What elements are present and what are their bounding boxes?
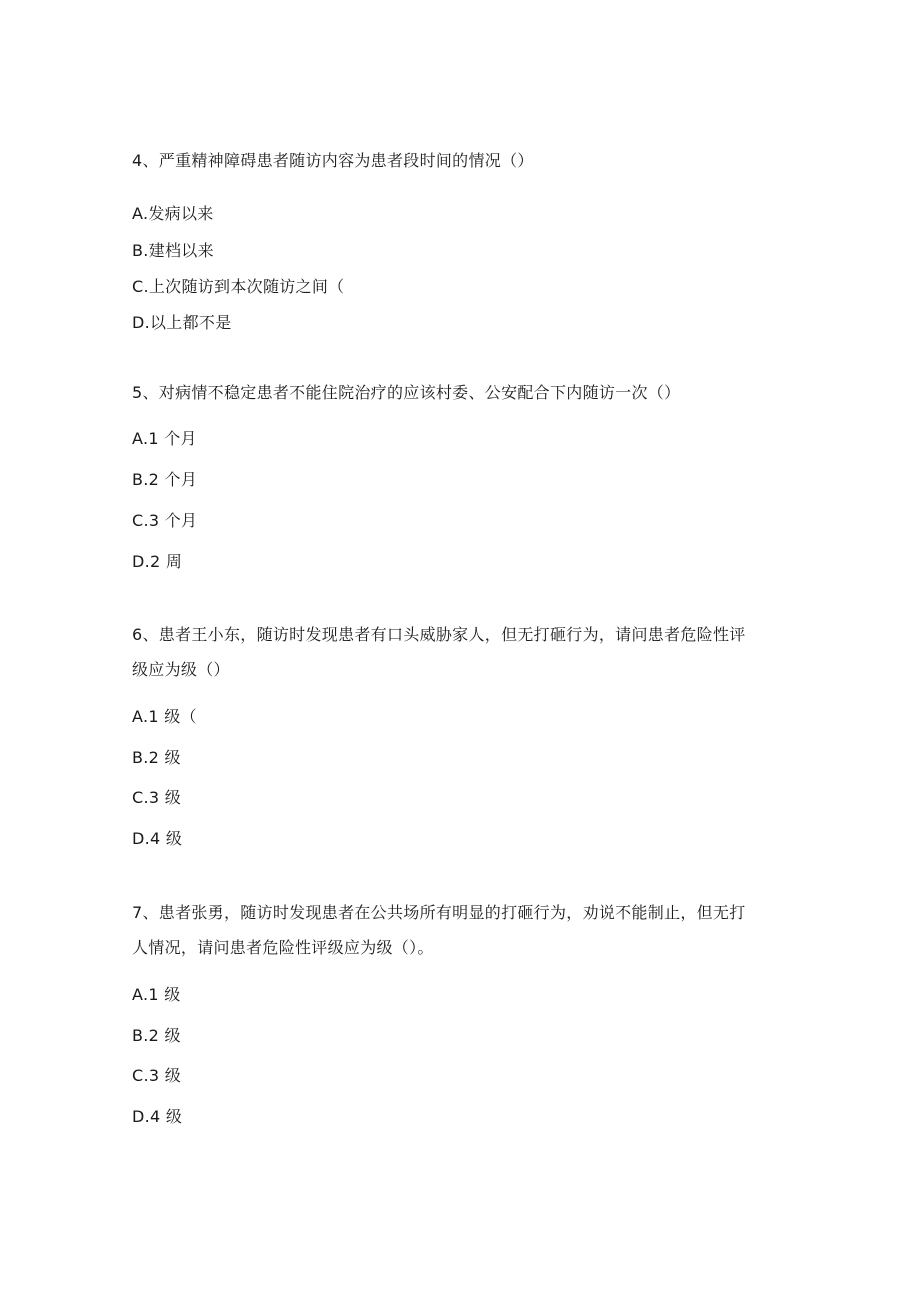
question-7-option-c: C.3 级 <box>132 1066 182 1085</box>
question-7-option-d: D.4 级 <box>132 1107 183 1126</box>
question-4-option-a: A.发病以来 <box>132 204 214 223</box>
question-4-option-c: C.上次随访到本次随访之间（ <box>132 277 345 296</box>
question-6-option-a: A.1 级（ <box>132 707 197 726</box>
question-5-option-d: D.2 周 <box>132 552 183 571</box>
question-6-option-b: B.2 级 <box>132 748 181 767</box>
question-7-option-b: B.2 级 <box>132 1026 181 1045</box>
question-4-stem: 4、严重精神障碍患者随访内容为患者段时间的情况（） <box>132 151 534 170</box>
question-6-stem-line-2: 级应为级（） <box>132 660 230 679</box>
question-5-stem: 5、对病情不稳定患者不能住院治疗的应该村委、公安配合下内随访一次（） <box>132 383 681 402</box>
question-4-option-b: B.建档以来 <box>132 241 214 260</box>
question-6-stem-line-1: 6、患者王小东，随访时发现患者有口头威胁家人，但无打砸行为，请问患者危险性评 <box>132 625 746 644</box>
question-6-option-d: D.4 级 <box>132 829 183 848</box>
question-4-option-d: D.以上都不是 <box>132 313 232 332</box>
question-5-option-b: B.2 个月 <box>132 470 198 489</box>
question-7-stem-line-1: 7、患者张勇，随访时发现患者在公共场所有明显的打砸行为，劝说不能制止，但无打 <box>132 903 746 922</box>
question-5-option-a: A.1 个月 <box>132 429 197 448</box>
question-6-option-c: C.3 级 <box>132 788 182 807</box>
question-7-stem-line-2: 人情况，请问患者危险性评级应为级（）。 <box>132 938 434 957</box>
question-5-option-c: C.3 个月 <box>132 511 198 530</box>
question-7-option-a: A.1 级 <box>132 985 181 1004</box>
